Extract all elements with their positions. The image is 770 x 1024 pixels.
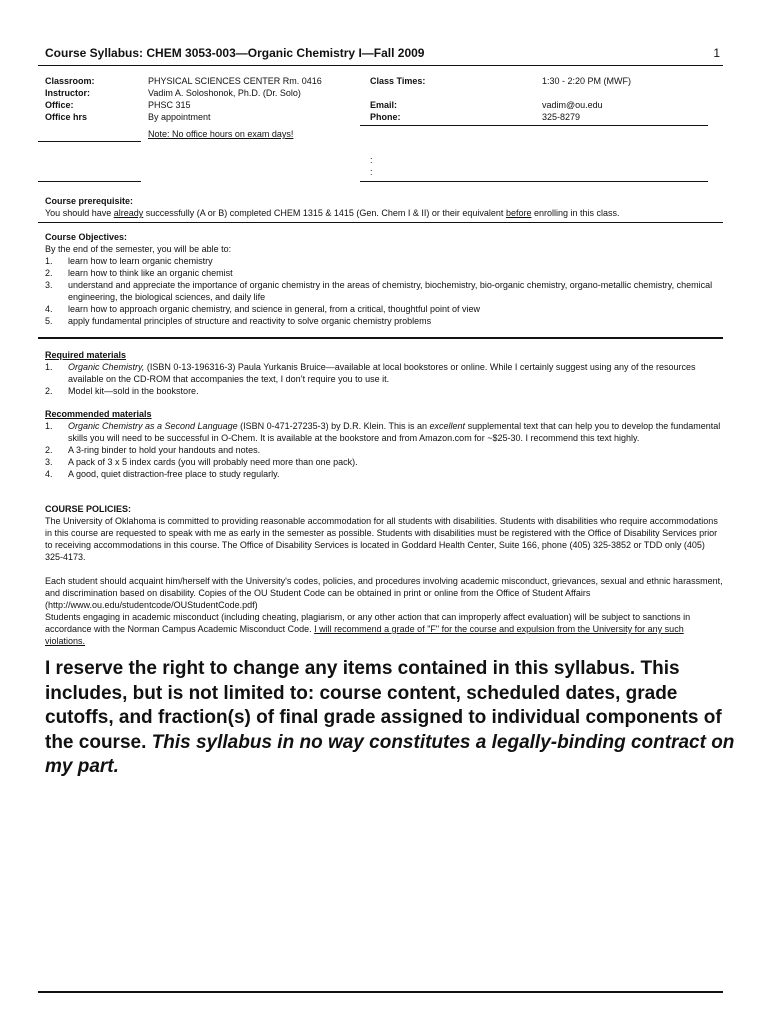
- course-policies-heading: COURSE POLICIES:: [45, 504, 132, 514]
- instructor-value: Vadim A. Soloshonok, Ph.D. (Dr. Solo): [148, 88, 301, 98]
- class-times-label: Class Times:: [370, 76, 426, 86]
- phone-value: 325-8279: [542, 112, 581, 122]
- header-rule: [38, 65, 723, 66]
- objectives-intro: By the end of the semester, you will be able to:: [45, 244, 232, 254]
- misconduct-paragraph: Students engaging in academic misconduct (including cheating, plagiarism, or any other action that can improperly affect evaluation) will be subject to sanctions in accordance with the Norman Campus Academic Misconduct Code. I will recommend a grade of "F" for the course and expulsion from the University for any such violations.: [45, 612, 691, 646]
- list-item: 3. A pack of 3 x 5 index cards (you will probably need more than one pack).: [45, 457, 358, 467]
- objectives-section: [45, 231, 725, 327]
- list-item: 1. Organic Chemistry as a Second Language (ISBN 0-471-27235-3) by D.R. Klein. This is an excellent supplemental text that can help you to develop the fundamental skills you will need to be successful in O-Chem. It is available at the bookstore and from Amazon.com for ~$25-30. I recommend this text highly.: [45, 421, 721, 443]
- info-rule-right-2: [360, 181, 708, 182]
- blank-colon-1: :: [370, 155, 373, 165]
- prerequisite-text: You should have already successfully (A or B) completed CHEM 1315 & 1415 (Gen. Chem I & II) or their equivalent before enrolling in this class.: [45, 208, 620, 218]
- email-value: vadim@ou.edu: [542, 100, 603, 110]
- objectives-rule: [38, 337, 723, 339]
- info-rule-left-2: [38, 181, 141, 182]
- required-materials-heading: Required materials: [45, 350, 127, 360]
- course-policies-section: [45, 503, 725, 647]
- objective-item: 2. learn how to think like an organic chemist: [45, 268, 233, 278]
- list-item: 1. Organic Chemistry, (ISBN 0-13-196316-3) Paula Yurkanis Bruice—available at local bookstores or online. While I certainly suggest using any of the resources available on the CD-ROM that accompanies the text, I don’t require you to use it.: [45, 362, 696, 384]
- disability-paragraph: The University of Oklahoma is committed to providing reasonable accommodation for all students with disabilities. Students with disabilities who require accommodations in this course are requested to speak with me as early in the semester as possible. Students with disabilities must be registered with the Office of Disability Services prior to receiving accommodations in this course. The Office of Disability Services is located in Goddard Health Center, Suite 166, phone (405) 325-3852 or TDD only (405) 325-4173.: [45, 516, 718, 562]
- recommended-materials-section: [45, 408, 725, 480]
- office-label: Office:: [45, 100, 74, 110]
- classroom-value: PHYSICAL SCIENCES CENTER Rm. 0416: [148, 76, 322, 86]
- footer-rule: [38, 991, 723, 993]
- blank-colon-2: :: [370, 167, 373, 177]
- objective-item: 4. learn how to approach organic chemistry, and science in general, from a critical, thoughtful point of view: [45, 304, 481, 314]
- list-item: 2. Model kit—sold in the bookstore.: [45, 386, 199, 396]
- instructor-label: Instructor:: [45, 88, 90, 98]
- objectives-list: [45, 255, 725, 327]
- list-item: 4. A good, quiet distraction-free place to study regularly.: [45, 469, 280, 479]
- class-times-value: 1:30 - 2:20 PM (MWF): [542, 76, 632, 86]
- phone-label: Phone:: [370, 112, 401, 122]
- info-rule-right: [360, 125, 708, 126]
- office-hours-label: Office hrs: [45, 112, 88, 122]
- objective-item: 5. apply fundamental principles of structure and reactivity to solve organic chemistry problems: [45, 316, 432, 326]
- office-hours-value: By appointment: [148, 112, 211, 122]
- required-materials-section: [45, 349, 725, 397]
- codes-paragraph: Each student should acquaint him/herself with the University's codes, policies, and procedures involving academic misconduct, grievances, sexual and ethnic harassment, and discrimination based on disability. Copies of the OU Student Code can be obtained in print or online from the Office of Student Affairs (http://www.ou.edu/studentcode/OUStudentCode.pdf): [45, 576, 723, 610]
- objective-item: 1. learn how to learn organic chemistry: [45, 256, 213, 266]
- classroom-label: Classroom:: [45, 76, 95, 86]
- office-value: PHSC 315: [148, 100, 191, 110]
- info-rule-left: [38, 141, 141, 142]
- objective-item: 3. understand and appreciate the importance of organic chemistry in the areas of chemistry, biochemistry, bio-organic chemistry, organo-metallic chemistry, chemical engineering, the biological sciences, and daily life: [45, 280, 713, 302]
- page-number: 1: [713, 46, 720, 60]
- prerequisite-heading: Course prerequisite:: [45, 196, 134, 206]
- email-label: Email:: [370, 100, 398, 110]
- office-hours-note: Note: No office hours on exam days!: [148, 129, 294, 139]
- document-title: Course Syllabus: CHEM 3053-003—Organic Chemistry I—Fall 2009: [45, 46, 425, 60]
- syllabus-disclaimer: I reserve the right to change any items contained in this syllabus. This includes, but is not limited to: course content, scheduled dates, grade cutoffs, and fraction(s) of final grade assigned to individual components of the course. This syllabus in no way constitutes a legally-binding contract on my part.: [45, 658, 735, 777]
- list-item: 2. A 3-ring binder to hold your handouts and notes.: [45, 445, 261, 455]
- recommended-materials-heading: Recommended materials: [45, 409, 152, 419]
- prerequisite-section: [45, 195, 725, 219]
- prerequisite-rule: [38, 222, 723, 223]
- objectives-heading: Course Objectives:: [45, 232, 128, 242]
